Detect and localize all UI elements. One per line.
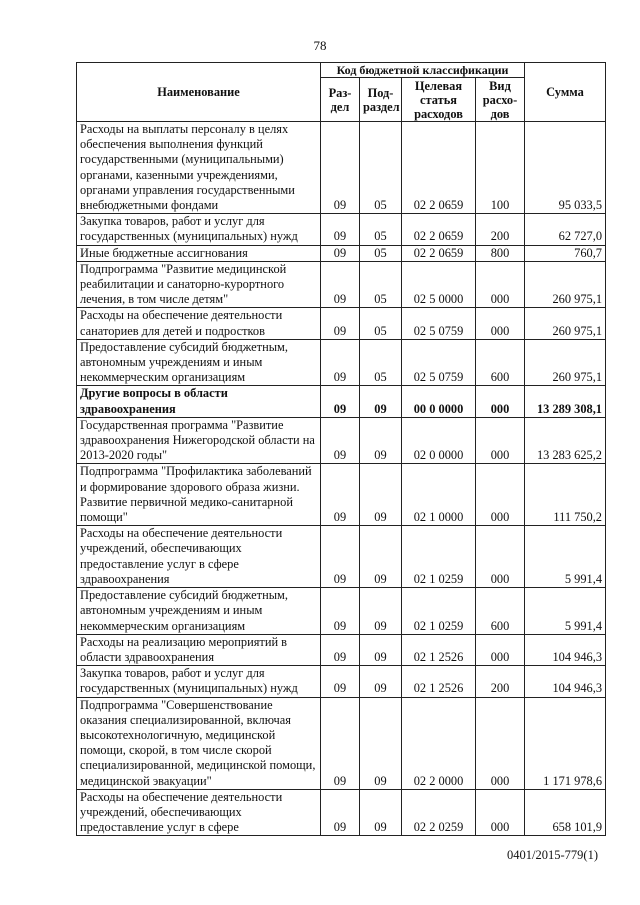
- row-subsection-cell: 09: [360, 417, 402, 464]
- row-name-cell: Подпрограмма "Профилактика заболеваний и формирование здорового образа жизни. Развитие первичной медико-санитарной помощи": [77, 464, 321, 526]
- row-name-cell: Государственная программа "Развитие здравоохранения Нижегородской области на 2013-2020 годы": [77, 417, 321, 464]
- row-sum-cell: 95 033,5: [525, 122, 606, 214]
- header-section: Раз- дел: [321, 78, 360, 122]
- row-name-cell: Расходы на обеспечение деятельности санаториев для детей и подростков: [77, 308, 321, 339]
- row-section-cell: 09: [321, 245, 360, 261]
- table-row: [77, 386, 606, 417]
- row-sum-cell: 62 727,0: [525, 214, 606, 245]
- row-target-cell: 02 5 0000: [402, 261, 476, 308]
- row-kind-cell: 800: [476, 245, 525, 261]
- row-name-cell: Расходы на обеспечение деятельности учреждений, обеспечивающих предоставление услуг в сфере здравоохранения: [77, 526, 321, 588]
- table-row: [77, 634, 606, 665]
- row-section-cell: 09: [321, 526, 360, 588]
- header-name: Наименование: [77, 63, 321, 122]
- header-sum: Сумма: [525, 63, 606, 122]
- row-name-cell: Предоставление субсидий бюджетным, автономным учреждениям и иным некоммерческим организациям: [77, 588, 321, 635]
- row-name-cell: Другие вопросы в области здравоохранения: [77, 386, 321, 417]
- row-target-cell: 02 1 2526: [402, 634, 476, 665]
- table-body: [77, 122, 606, 836]
- row-name-cell: Закупка товаров, работ и услуг для государственных (муниципальных) нужд: [77, 214, 321, 245]
- row-name-cell: Расходы на выплаты персоналу в целях обеспечения выполнения функций государственными (муниципальными) органами, казенными учреждениями, органами управления государственными внебюджетными фондами: [77, 122, 321, 214]
- row-kind-cell: 200: [476, 666, 525, 697]
- row-sum-cell: 5 991,4: [525, 588, 606, 635]
- row-subsection-cell: 09: [360, 634, 402, 665]
- row-name-cell: Расходы на реализацию мероприятий в области здравоохранения: [77, 634, 321, 665]
- row-target-cell: 02 2 0000: [402, 697, 476, 789]
- table-row: [77, 214, 606, 245]
- header-subsection: Под- раздел: [360, 78, 402, 122]
- row-name-cell: Подпрограмма "Развитие медицинской реабилитации и санаторно-курортного лечения, в том числе детям": [77, 261, 321, 308]
- row-subsection-cell: 05: [360, 214, 402, 245]
- row-section-cell: 09: [321, 261, 360, 308]
- row-target-cell: 02 0 0000: [402, 417, 476, 464]
- row-name-cell: Подпрограмма "Совершенствование оказания специализированной, включая высокотехнологичную, медицинской помощи, скорой, в том числе скорой специализированной, медицинской помощи, медицинской эвакуации": [77, 697, 321, 789]
- row-section-cell: 09: [321, 386, 360, 417]
- row-kind-cell: 000: [476, 697, 525, 789]
- row-sum-cell: 658 101,9: [525, 789, 606, 836]
- row-name-cell: Предоставление субсидий бюджетным, автономным учреждениям и иным некоммерческим организациям: [77, 339, 321, 386]
- table-row: [77, 308, 606, 339]
- document-code: 0401/2015-779(1): [507, 848, 598, 862]
- table-row: [77, 464, 606, 526]
- row-section-cell: 09: [321, 122, 360, 214]
- row-subsection-cell: 09: [360, 464, 402, 526]
- row-sum-cell: 13 289 308,1: [525, 386, 606, 417]
- row-subsection-cell: 09: [360, 588, 402, 635]
- row-section-cell: 09: [321, 666, 360, 697]
- row-kind-cell: 000: [476, 386, 525, 417]
- row-name-cell: Расходы на обеспечение деятельности учреждений, обеспечивающих предоставление услуг в сфере: [77, 789, 321, 836]
- row-target-cell: 02 1 0259: [402, 526, 476, 588]
- row-kind-cell: 000: [476, 417, 525, 464]
- row-sum-cell: 260 975,1: [525, 308, 606, 339]
- row-section-cell: 09: [321, 464, 360, 526]
- row-name-cell: Иные бюджетные ассигнования: [77, 245, 321, 261]
- header-target-article: Целевая статья расходов: [402, 78, 476, 122]
- row-kind-cell: 000: [476, 464, 525, 526]
- row-kind-cell: 600: [476, 588, 525, 635]
- row-kind-cell: 100: [476, 122, 525, 214]
- row-sum-cell: 260 975,1: [525, 339, 606, 386]
- row-target-cell: 02 5 0759: [402, 308, 476, 339]
- row-target-cell: 02 2 0659: [402, 245, 476, 261]
- header-classification-code: Код бюджетной классификации: [321, 63, 525, 78]
- row-section-cell: 09: [321, 339, 360, 386]
- table-row: [77, 588, 606, 635]
- row-target-cell: 02 2 0659: [402, 122, 476, 214]
- row-kind-cell: 000: [476, 261, 525, 308]
- row-target-cell: 02 1 0259: [402, 588, 476, 635]
- row-section-cell: 09: [321, 634, 360, 665]
- budget-table: [76, 62, 606, 836]
- table-row: [77, 245, 606, 261]
- row-kind-cell: 000: [476, 634, 525, 665]
- row-sum-cell: 13 283 625,2: [525, 417, 606, 464]
- table-header: [77, 63, 606, 122]
- row-sum-cell: 104 946,3: [525, 634, 606, 665]
- table-row: [77, 697, 606, 789]
- row-sum-cell: 1 171 978,6: [525, 697, 606, 789]
- row-subsection-cell: 05: [360, 122, 402, 214]
- table-row: [77, 261, 606, 308]
- row-section-cell: 09: [321, 308, 360, 339]
- row-sum-cell: 260 975,1: [525, 261, 606, 308]
- row-subsection-cell: 05: [360, 339, 402, 386]
- page-number: 78: [313, 38, 327, 53]
- row-sum-cell: 5 991,4: [525, 526, 606, 588]
- row-target-cell: 02 5 0759: [402, 339, 476, 386]
- row-kind-cell: 000: [476, 526, 525, 588]
- row-kind-cell: 200: [476, 214, 525, 245]
- row-name-cell: Закупка товаров, работ и услуг для государственных (муниципальных) нужд: [77, 666, 321, 697]
- row-section-cell: 09: [321, 588, 360, 635]
- table-row: [77, 122, 606, 214]
- table-row: [77, 339, 606, 386]
- row-subsection-cell: 05: [360, 261, 402, 308]
- row-target-cell: 02 1 2526: [402, 666, 476, 697]
- row-target-cell: 02 1 0000: [402, 464, 476, 526]
- table-row: [77, 789, 606, 836]
- row-section-cell: 09: [321, 789, 360, 836]
- row-target-cell: 00 0 0000: [402, 386, 476, 417]
- row-subsection-cell: 09: [360, 697, 402, 789]
- row-subsection-cell: 09: [360, 386, 402, 417]
- row-subsection-cell: 09: [360, 789, 402, 836]
- row-section-cell: 09: [321, 417, 360, 464]
- row-kind-cell: 600: [476, 339, 525, 386]
- row-section-cell: 09: [321, 214, 360, 245]
- table-row: [77, 417, 606, 464]
- row-kind-cell: 000: [476, 789, 525, 836]
- table-row: [77, 526, 606, 588]
- row-sum-cell: 104 946,3: [525, 666, 606, 697]
- row-subsection-cell: 05: [360, 308, 402, 339]
- row-target-cell: 02 2 0659: [402, 214, 476, 245]
- row-kind-cell: 000: [476, 308, 525, 339]
- row-sum-cell: 760,7: [525, 245, 606, 261]
- row-section-cell: 09: [321, 697, 360, 789]
- row-subsection-cell: 09: [360, 526, 402, 588]
- table-row: [77, 666, 606, 697]
- row-sum-cell: 111 750,2: [525, 464, 606, 526]
- header-expense-kind: Вид расхо- дов: [476, 78, 525, 122]
- row-target-cell: 02 2 0259: [402, 789, 476, 836]
- row-subsection-cell: 09: [360, 666, 402, 697]
- row-subsection-cell: 05: [360, 245, 402, 261]
